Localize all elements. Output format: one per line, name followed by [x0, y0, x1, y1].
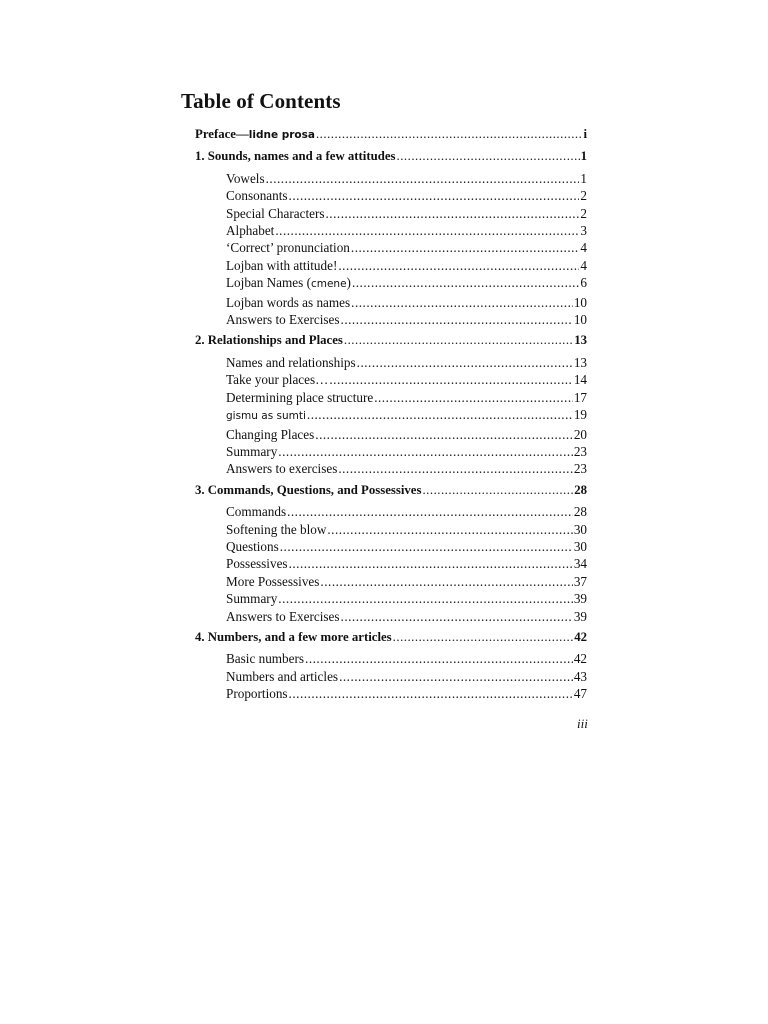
- toc-page-number: 2: [580, 205, 587, 221]
- toc-page-number: 10: [573, 312, 587, 328]
- toc-page-number: 28: [573, 504, 587, 520]
- toc-page-number: 39: [573, 608, 587, 624]
- dot-leader: [341, 311, 573, 328]
- toc-entry-label: 4. Numbers, and a few more articles: [195, 629, 392, 644]
- toc-entry-possessives[interactable]: [195, 555, 587, 572]
- dot-leader: [338, 257, 579, 274]
- toc-entry-label: Take your places…: [226, 372, 329, 388]
- toc-entry-label: Answers to Exercises: [226, 608, 340, 624]
- toc-entry-label: Determining place structure: [226, 389, 374, 405]
- dot-leader: [338, 460, 572, 477]
- toc-entry-label: 3. Commands, Questions, and Possessives: [195, 482, 422, 497]
- toc-page-number: 13: [573, 354, 587, 370]
- toc-entry-label: 2. Relationships and Places: [195, 333, 343, 348]
- toc-page-number: 37: [573, 573, 587, 589]
- toc-entry-label: Special Characters: [226, 205, 325, 221]
- toc-entry-vowels[interactable]: [195, 170, 587, 187]
- toc-page-number: 14: [573, 372, 587, 388]
- toc-entry-label: Lojban with attitude!: [226, 257, 338, 273]
- toc-page-number: 1: [580, 149, 587, 164]
- dot-leader: [344, 332, 573, 349]
- dot-leader: [305, 650, 573, 667]
- toc-entry-changing-places[interactable]: [195, 426, 587, 443]
- toc-page-number: 23: [573, 443, 587, 459]
- toc-entry-label-end: ): [346, 275, 351, 291]
- toc-entry-lojban-term: lidne prosa: [248, 129, 315, 141]
- toc-page-number: i: [583, 127, 587, 141]
- dot-leader: [351, 294, 573, 311]
- toc-entry-answers-2[interactable]: [195, 460, 587, 477]
- toc-entry-label: More Possessives: [226, 573, 320, 589]
- toc-entry-correct-pronunciation[interactable]: [195, 239, 587, 256]
- toc-entry-label: Summary: [226, 443, 278, 459]
- toc-entry-proportions[interactable]: [195, 685, 587, 702]
- dot-leader: [307, 406, 573, 423]
- toc-page-number: 28: [574, 482, 587, 497]
- toc-entry-numbers-and-articles[interactable]: [195, 668, 587, 685]
- toc-page-number: 34: [573, 556, 587, 572]
- dot-leader: [397, 148, 580, 165]
- dot-leader: [357, 354, 573, 371]
- page-number: iii: [577, 716, 588, 731]
- toc-entry-consonants[interactable]: [195, 187, 587, 204]
- dot-leader: [327, 521, 572, 538]
- toc-entry-more-possessives[interactable]: [195, 573, 587, 590]
- dot-leader: [316, 126, 582, 143]
- toc-page-number: 39: [573, 591, 587, 607]
- toc-page-number: 3: [580, 223, 587, 239]
- page-title: Table of Contents: [181, 89, 341, 113]
- dot-leader: [341, 608, 573, 625]
- toc-page-number: 17: [573, 389, 587, 405]
- toc-entry-label: Preface—: [195, 127, 249, 141]
- toc-entry-lojban-term: cmene: [310, 278, 347, 291]
- toc-entry-label: Answers to Exercises: [226, 312, 340, 328]
- toc-page-number: 23: [573, 461, 587, 477]
- dot-leader: [374, 389, 573, 406]
- toc-entry-label: Names and relationships: [226, 354, 356, 370]
- toc-entry-label: Possessives: [226, 556, 288, 572]
- toc-chapter-2[interactable]: [195, 332, 587, 349]
- toc-entry-label: Consonants: [226, 188, 288, 204]
- toc-entry-alphabet[interactable]: [195, 222, 587, 239]
- toc-entry-answers-1[interactable]: [195, 311, 587, 328]
- dot-leader: [352, 274, 579, 291]
- toc-entry-lojban-names[interactable]: [195, 274, 587, 293]
- toc-entry-label: Vowels: [226, 170, 265, 186]
- toc-page-number: 4: [580, 257, 587, 273]
- toc-entry-label: Questions: [226, 538, 279, 554]
- toc-entry-label: Lojban words as names: [226, 294, 351, 310]
- toc-page-number: 47: [573, 686, 587, 702]
- toc-page-number: 1: [580, 170, 587, 186]
- toc-page-number: 30: [573, 521, 587, 537]
- toc-entry-lojban-term: gismu as sumti: [226, 410, 306, 423]
- toc-page-number: 20: [573, 426, 587, 442]
- toc-entry-preface[interactable]: [195, 126, 587, 144]
- dot-leader: [278, 443, 573, 460]
- toc-entry-label: 1. Sounds, names and a few attitudes: [195, 149, 396, 164]
- toc-page-number: 13: [574, 333, 587, 348]
- dot-leader: [339, 668, 573, 685]
- toc-entry-label: Changing Places: [226, 426, 315, 442]
- toc-entry-softening-the-blow[interactable]: [195, 521, 587, 538]
- toc-entry-label: Lojban Names (: [226, 275, 311, 291]
- toc-page-number: 19: [573, 407, 587, 423]
- toc-entry-lojban-words-as-names[interactable]: [195, 294, 587, 311]
- toc-page-number: 10: [573, 294, 587, 310]
- toc-entry-label: Answers to exercises: [226, 461, 338, 477]
- toc-page-number: 43: [573, 668, 587, 684]
- toc-page-number: 6: [580, 275, 587, 291]
- toc-entry-names-and-relationships[interactable]: [195, 354, 587, 371]
- toc-page-number: 30: [573, 538, 587, 554]
- toc-entry-gismu-as-sumti[interactable]: [195, 406, 587, 425]
- toc-entry-summary-2[interactable]: [195, 443, 587, 460]
- dot-leader: [351, 239, 580, 256]
- toc-entry-label: Proportions: [226, 686, 288, 702]
- dot-leader: [289, 555, 573, 572]
- dot-leader: [289, 685, 573, 702]
- toc-entry-take-your-places[interactable]: [195, 371, 587, 388]
- table-of-contents: [195, 126, 587, 703]
- toc-page-number: 42: [574, 629, 587, 644]
- toc-entry-label: Alphabet: [226, 223, 275, 239]
- dot-leader: [393, 629, 574, 646]
- toc-entry-answers-3[interactable]: [195, 608, 587, 625]
- dot-leader: [275, 222, 579, 239]
- toc-entry-determining-place-structure[interactable]: [195, 389, 587, 406]
- dot-leader: [326, 205, 580, 222]
- dot-leader: [287, 503, 573, 520]
- toc-chapter-3[interactable]: [195, 482, 587, 499]
- toc-chapter-4[interactable]: [195, 629, 587, 646]
- toc-entry-label: Summary: [226, 591, 278, 607]
- toc-entry-summary-3[interactable]: [195, 590, 587, 607]
- dot-leader: [315, 426, 573, 443]
- toc-page-number: 2: [580, 188, 587, 204]
- toc-page-number: 42: [573, 651, 587, 667]
- toc-entry-label: Commands: [226, 504, 287, 520]
- toc-page-number: 4: [580, 240, 587, 256]
- toc-entry-label: Basic numbers: [226, 651, 305, 667]
- dot-leader: [266, 170, 580, 187]
- dot-leader: [329, 371, 572, 388]
- toc-entry-label: Softening the blow: [226, 521, 327, 537]
- dot-leader: [289, 187, 580, 204]
- toc-entry-label: ‘Correct’ pronunciation: [226, 240, 350, 256]
- toc-chapter-1[interactable]: [195, 148, 587, 165]
- dot-leader: [280, 538, 573, 555]
- toc-entry-lojban-with-attitude[interactable]: [195, 257, 587, 274]
- toc-entry-label: Numbers and articles: [226, 668, 339, 684]
- dot-leader: [278, 590, 573, 607]
- toc-entry-commands[interactable]: [195, 503, 587, 520]
- toc-entry-basic-numbers[interactable]: [195, 650, 587, 667]
- dot-leader: [422, 482, 573, 499]
- toc-entry-special-characters[interactable]: [195, 205, 587, 222]
- toc-entry-questions[interactable]: [195, 538, 587, 555]
- dot-leader: [320, 573, 572, 590]
